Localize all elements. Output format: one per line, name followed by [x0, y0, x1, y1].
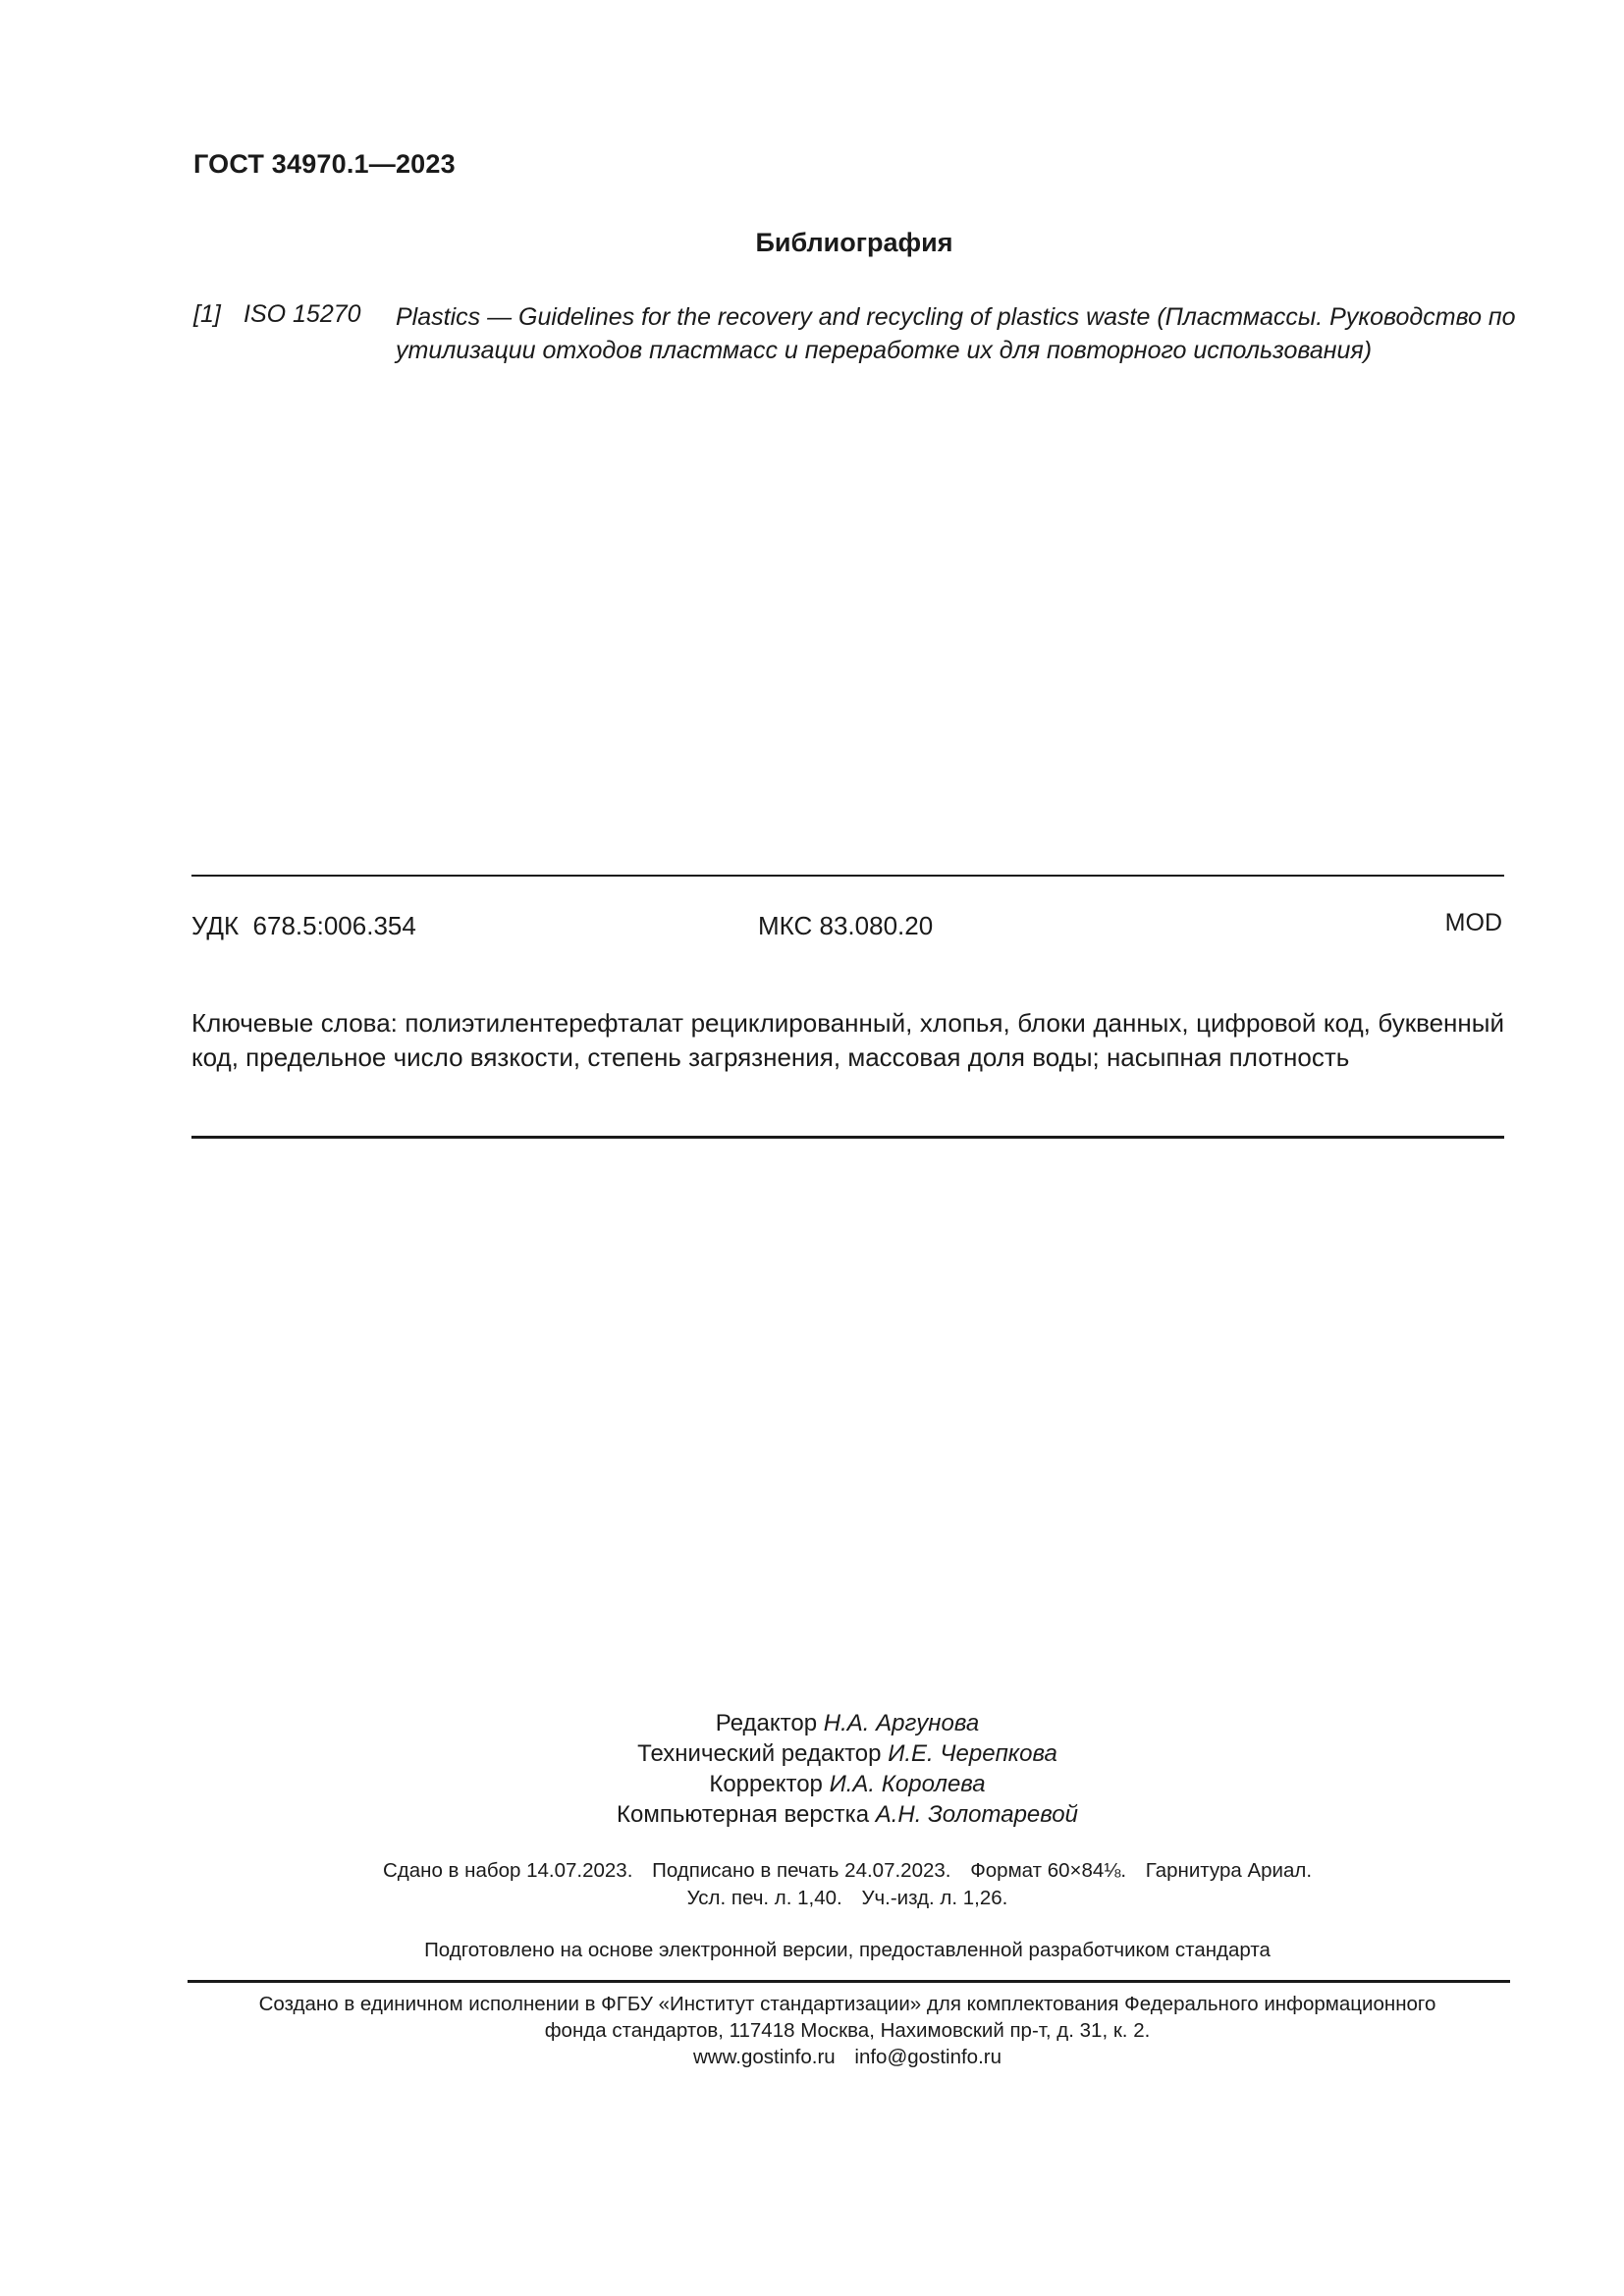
- divider-bottom: [188, 1980, 1510, 1983]
- mks-code: МКС 83.080.20: [758, 911, 934, 940]
- mod-label: MOD: [1444, 909, 1502, 936]
- staff-line-corrector: [0, 1769, 1624, 1799]
- divider-middle: [191, 1136, 1504, 1139]
- reference-number: [1]: [193, 300, 221, 328]
- print-info-line-2: [0, 1885, 1624, 1912]
- footer-line-1: Создано в единичном исполнении в ФГБУ «Институт стандартизации» для комплектования Федерального информационного: [258, 1993, 1436, 2015]
- print-signed: Подписано в печать 24.07.2023.: [652, 1859, 951, 1882]
- staff-person: А.Н. Золотаревой: [875, 1801, 1078, 1828]
- footer-contacts: [0, 2044, 1624, 2070]
- publisher-sheets: Уч.-изд. л. 1,26.: [861, 1887, 1008, 1909]
- staff-line-tech-editor: [0, 1738, 1624, 1769]
- reference-text: Plastics — Guidelines for the recovery and recycling of plastics waste (Пластмассы. Руководство по утилизации отходов пластмасс и переработке их для повторного использования): [396, 303, 1516, 364]
- staff-line-editor: [0, 1708, 1624, 1738]
- reference-standard: ISO 15270: [244, 300, 361, 328]
- print-typeface: Гарнитура Ариал.: [1145, 1859, 1313, 1882]
- staff-role: Редактор: [715, 1710, 818, 1736]
- print-submitted: Сдано в набор 14.07.2023.: [382, 1859, 633, 1882]
- print-info-line-1: [0, 1857, 1624, 1885]
- print-format: Формат 60×84⅛.: [970, 1859, 1127, 1882]
- staff-role: Технический редактор: [637, 1740, 882, 1767]
- staff-credits: [0, 1708, 1624, 1830]
- print-info: [0, 1857, 1624, 1912]
- footer-line-2: фонда стандартов, 117418 Москва, Нахимовский пр-т, д. 31, к. 2.: [544, 2019, 1151, 2042]
- staff-role: Компьютерная верстка: [617, 1801, 870, 1828]
- print-sheets: Усл. печ. л. 1,40.: [686, 1887, 842, 1909]
- divider-top: [191, 875, 1504, 877]
- staff-line-layout: [0, 1799, 1624, 1830]
- staff-role: Корректор: [709, 1771, 823, 1797]
- staff-person: И.Е. Черепкова: [888, 1740, 1057, 1767]
- staff-person: Н.А. Аргунова: [823, 1710, 980, 1736]
- standard-code: ГОСТ 34970.1—2023: [193, 149, 456, 179]
- bibliography-title: Библиография: [755, 228, 953, 257]
- keywords-text: Ключевые слова: полиэтилентерефталат рециклированный, хлопья, блоки данных, цифровой код, буквенный код, предельное число вязкости, степень загрязнения, массовая доля воды; насыпная плотность: [191, 1008, 1504, 1072]
- staff-person: И.А. Королева: [829, 1771, 986, 1797]
- prepared-note: Подготовлено на основе электронной версии, предоставленной разработчиком стандарта: [424, 1939, 1271, 1961]
- publisher-footer: [0, 1991, 1624, 2070]
- email-link[interactable]: info@gostinfo.ru: [854, 2046, 1001, 2068]
- udk-code: УДК 678.5:006.354: [191, 911, 416, 940]
- website-link[interactable]: www.gostinfo.ru: [693, 2046, 836, 2068]
